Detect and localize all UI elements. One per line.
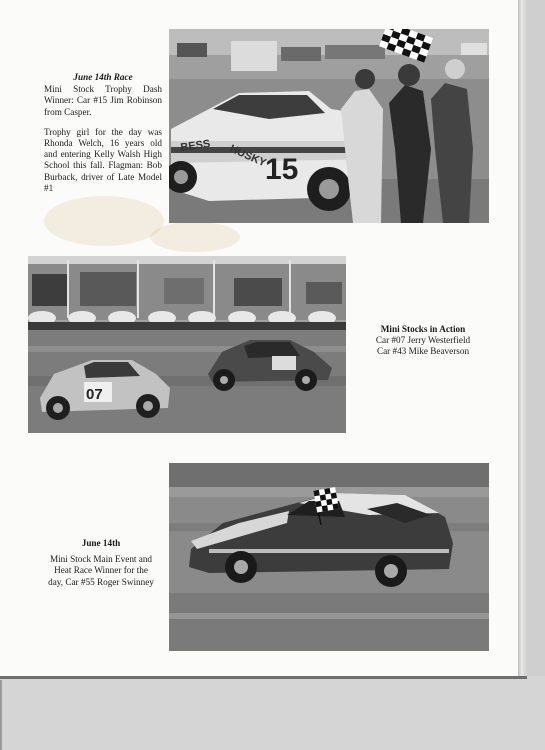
page-edge: [518, 0, 527, 676]
caption-paragraph: Trophy girl for the day was Rhonda Welch, 16 years old and entering Kelly Walsh High School this fall. Flagman: Bob Burback, driver of Late Model #1: [44, 126, 162, 193]
caption-line: day, Car #55 Roger Swinney: [48, 576, 154, 587]
caption-heading: June 14th Race: [73, 72, 133, 82]
scanner-bottom-strip: [0, 676, 545, 750]
photo-main-event-winner: [169, 463, 489, 651]
caption-june-14th: [44, 538, 158, 588]
caption-june-14th-race: [44, 72, 162, 194]
caption-heading: Mini Stocks in Action: [380, 324, 466, 334]
photo-trophy-dash-winner: [169, 29, 489, 223]
page-bottom-edge: [0, 676, 527, 679]
caption-line: Car #07 Jerry Westerfield: [375, 335, 471, 346]
caption-line: Heat Race Winner for the: [54, 565, 148, 576]
page-stain: [44, 196, 164, 246]
caption-line: Car #43 Mike Beaverson: [376, 346, 470, 357]
left-shadow: [0, 680, 2, 750]
car-15-sponsor-a: BESS: [179, 137, 212, 154]
car-15-sponsor-b: HUSKY: [227, 142, 268, 170]
caption-mini-stocks-in-action: [360, 324, 486, 358]
caption-line: Mini Stock Main Event and: [49, 554, 153, 565]
car-07-number: 07: [86, 386, 103, 403]
photo-mini-stocks-in-action: [28, 256, 346, 433]
car-15-number: 15: [265, 153, 299, 186]
caption-paragraph: Mini Stock Trophy Dash Winner: Car #15 Jim Robinson from Casper.: [44, 84, 162, 117]
caption-heading: June 14th: [81, 538, 121, 548]
page-stain: [150, 222, 240, 252]
